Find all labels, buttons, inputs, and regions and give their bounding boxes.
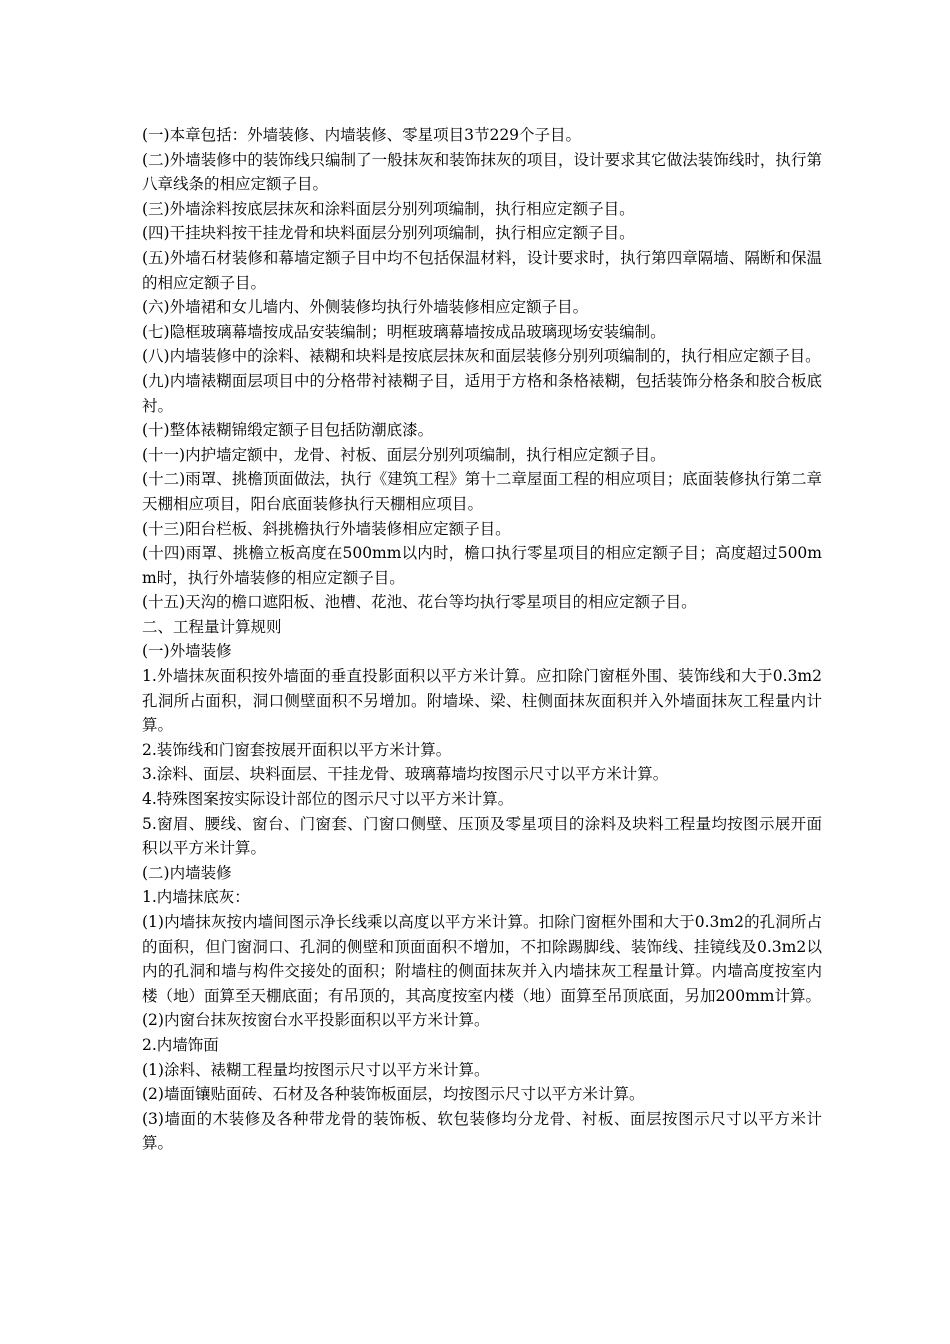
clause-13: (十三)阳台栏板、斜挑檐执行外墙装修相应定额子目。 bbox=[142, 519, 511, 538]
rule-exterior-4: 4.特殊图案按实际设计部位的图示尺寸以平方米计算。 bbox=[142, 790, 514, 809]
clause-10: (十)整体裱糊锦缎定额子目包括防潮底漆。 bbox=[142, 421, 434, 440]
clause-4: (四)干挂块料按干挂龙骨和块料面层分别列项编制，执行相应定额子目。 bbox=[142, 224, 635, 243]
document-body bbox=[142, 123, 822, 1156]
subsection-heading-exterior: (一)外墙装修 bbox=[142, 642, 232, 661]
rule-interior-2-3: (3)墙面的木装修及各种带龙骨的装饰板、软包装修均分龙骨、衬板、面层按图示尺寸以平方米计算。 bbox=[142, 1109, 822, 1153]
subsection-heading-interior: (二)内墙装修 bbox=[142, 863, 232, 882]
rule-interior-2: 2.内墙饰面 bbox=[142, 1035, 219, 1054]
rule-interior-1-1: (1)内墙抹灰按内墙间图示净长线乘以高度以平方米计算。扣除门窗框外围和大于0.3m2的孔洞所占的面积，但门窗洞口、孔洞的侧壁和顶面面积不增加，不扣除踢脚线、装饰线、挂镜线及0.3m2以内的孔洞和墙与构件交接处的面积；附墙柱的侧面抹灰并入内墙抹灰工程量计算。内墙高度按室内楼（地）面算至天棚底面；有吊顶的，其高度按室内楼（地）面算至吊顶底面，另加200mm计算。 bbox=[142, 913, 822, 1005]
clause-14: (十四)雨罩、挑檐立板高度在500mm以内时，檐口执行零星项目的相应定额子目；高度超过500mm时，执行外墙装修的相应定额子目。 bbox=[142, 544, 822, 587]
rule-exterior-1: 1.外墙抹灰面积按外墙面的垂直投影面积以平方米计算。应扣除门窗框外围、装饰线和大于0.3m2孔洞所占面积，洞口侧壁面积不另增加。附墙垛、梁、柱侧面抹灰面积并入外墙面抹灰工程量内计算。 bbox=[142, 667, 822, 735]
clause-9: (九)内墙裱糊面层项目中的分格带衬裱糊子目，适用于方格和条格裱糊，包括装饰分格条和胶合板底衬。 bbox=[142, 371, 822, 415]
rule-interior-2-2: (2)墙面镶贴面砖、石材及各种装饰板面层，均按图示尺寸以平方米计算。 bbox=[142, 1085, 645, 1104]
clause-15: (十五)天沟的檐口遮阳板、池槽、花池、花台等均执行零星项目的相应定额子目。 bbox=[142, 593, 697, 612]
clause-2: (二)外墙装修中的装饰线只编制了一般抹灰和装饰抹灰的项目，设计要求其它做法装饰线时，执行第八章线条的相应定额子目。 bbox=[142, 150, 822, 194]
rule-exterior-5: 5.窗眉、腰线、窗台、门窗套、门窗口侧壁、压顶及零星项目的涂料及块料工程量均按图示展开面积以平方米计算。 bbox=[142, 814, 822, 858]
clause-11: (十一)内护墙定额中，龙骨、衬板、面层分别列项编制，执行相应定额子目。 bbox=[142, 445, 666, 464]
clause-5: (五)外墙石材装修和幕墙定额子目中均不包括保温材料，设计要求时，执行第四章隔墙、隔断和保温的相应定额子目。 bbox=[142, 248, 822, 292]
clause-7: (七)隐框玻璃幕墙按成品安装编制；明框玻璃幕墙按成品玻璃现场安装编制。 bbox=[142, 322, 666, 341]
rule-exterior-3: 3.涂料、面层、块料面层、干挂龙骨、玻璃幕墙均按图示尺寸以平方米计算。 bbox=[142, 765, 669, 784]
clause-1: (一)本章包括：外墙装修、内墙装修、零星项目3节229个子目。 bbox=[142, 126, 582, 144]
clause-12: (十二)雨罩、挑檐顶面做法，执行《建筑工程》第十二章屋面工程的相应项目；底面装修执行第二章天棚相应项目，阳台底面装修执行天棚相应项目。 bbox=[142, 470, 822, 513]
rule-interior-1-2: (2)内窗台抹灰按窗台水平投影面积以平方米计算。 bbox=[142, 1011, 490, 1030]
rule-interior-1: 1.内墙抹底灰： bbox=[142, 888, 250, 907]
clause-6: (六)外墙裙和女儿墙内、外侧装修均执行外墙装修相应定额子目。 bbox=[142, 298, 589, 317]
section-heading: 二、工程量计算规则 bbox=[142, 617, 282, 636]
rule-exterior-2: 2.装饰线和门窗套按展开面积以平方米计算。 bbox=[142, 740, 452, 759]
rule-interior-2-1: (1)涂料、裱糊工程量均按图示尺寸以平方米计算。 bbox=[142, 1060, 490, 1079]
clause-8: (八)内墙装修中的涂料、裱糊和块料是按底层抹灰和面层装修分别列项编制的，执行相应定额子目。 bbox=[142, 347, 821, 366]
clause-3: (三)外墙涂料按底层抹灰和涂料面层分别列项编制，执行相应定额子目。 bbox=[142, 199, 635, 218]
